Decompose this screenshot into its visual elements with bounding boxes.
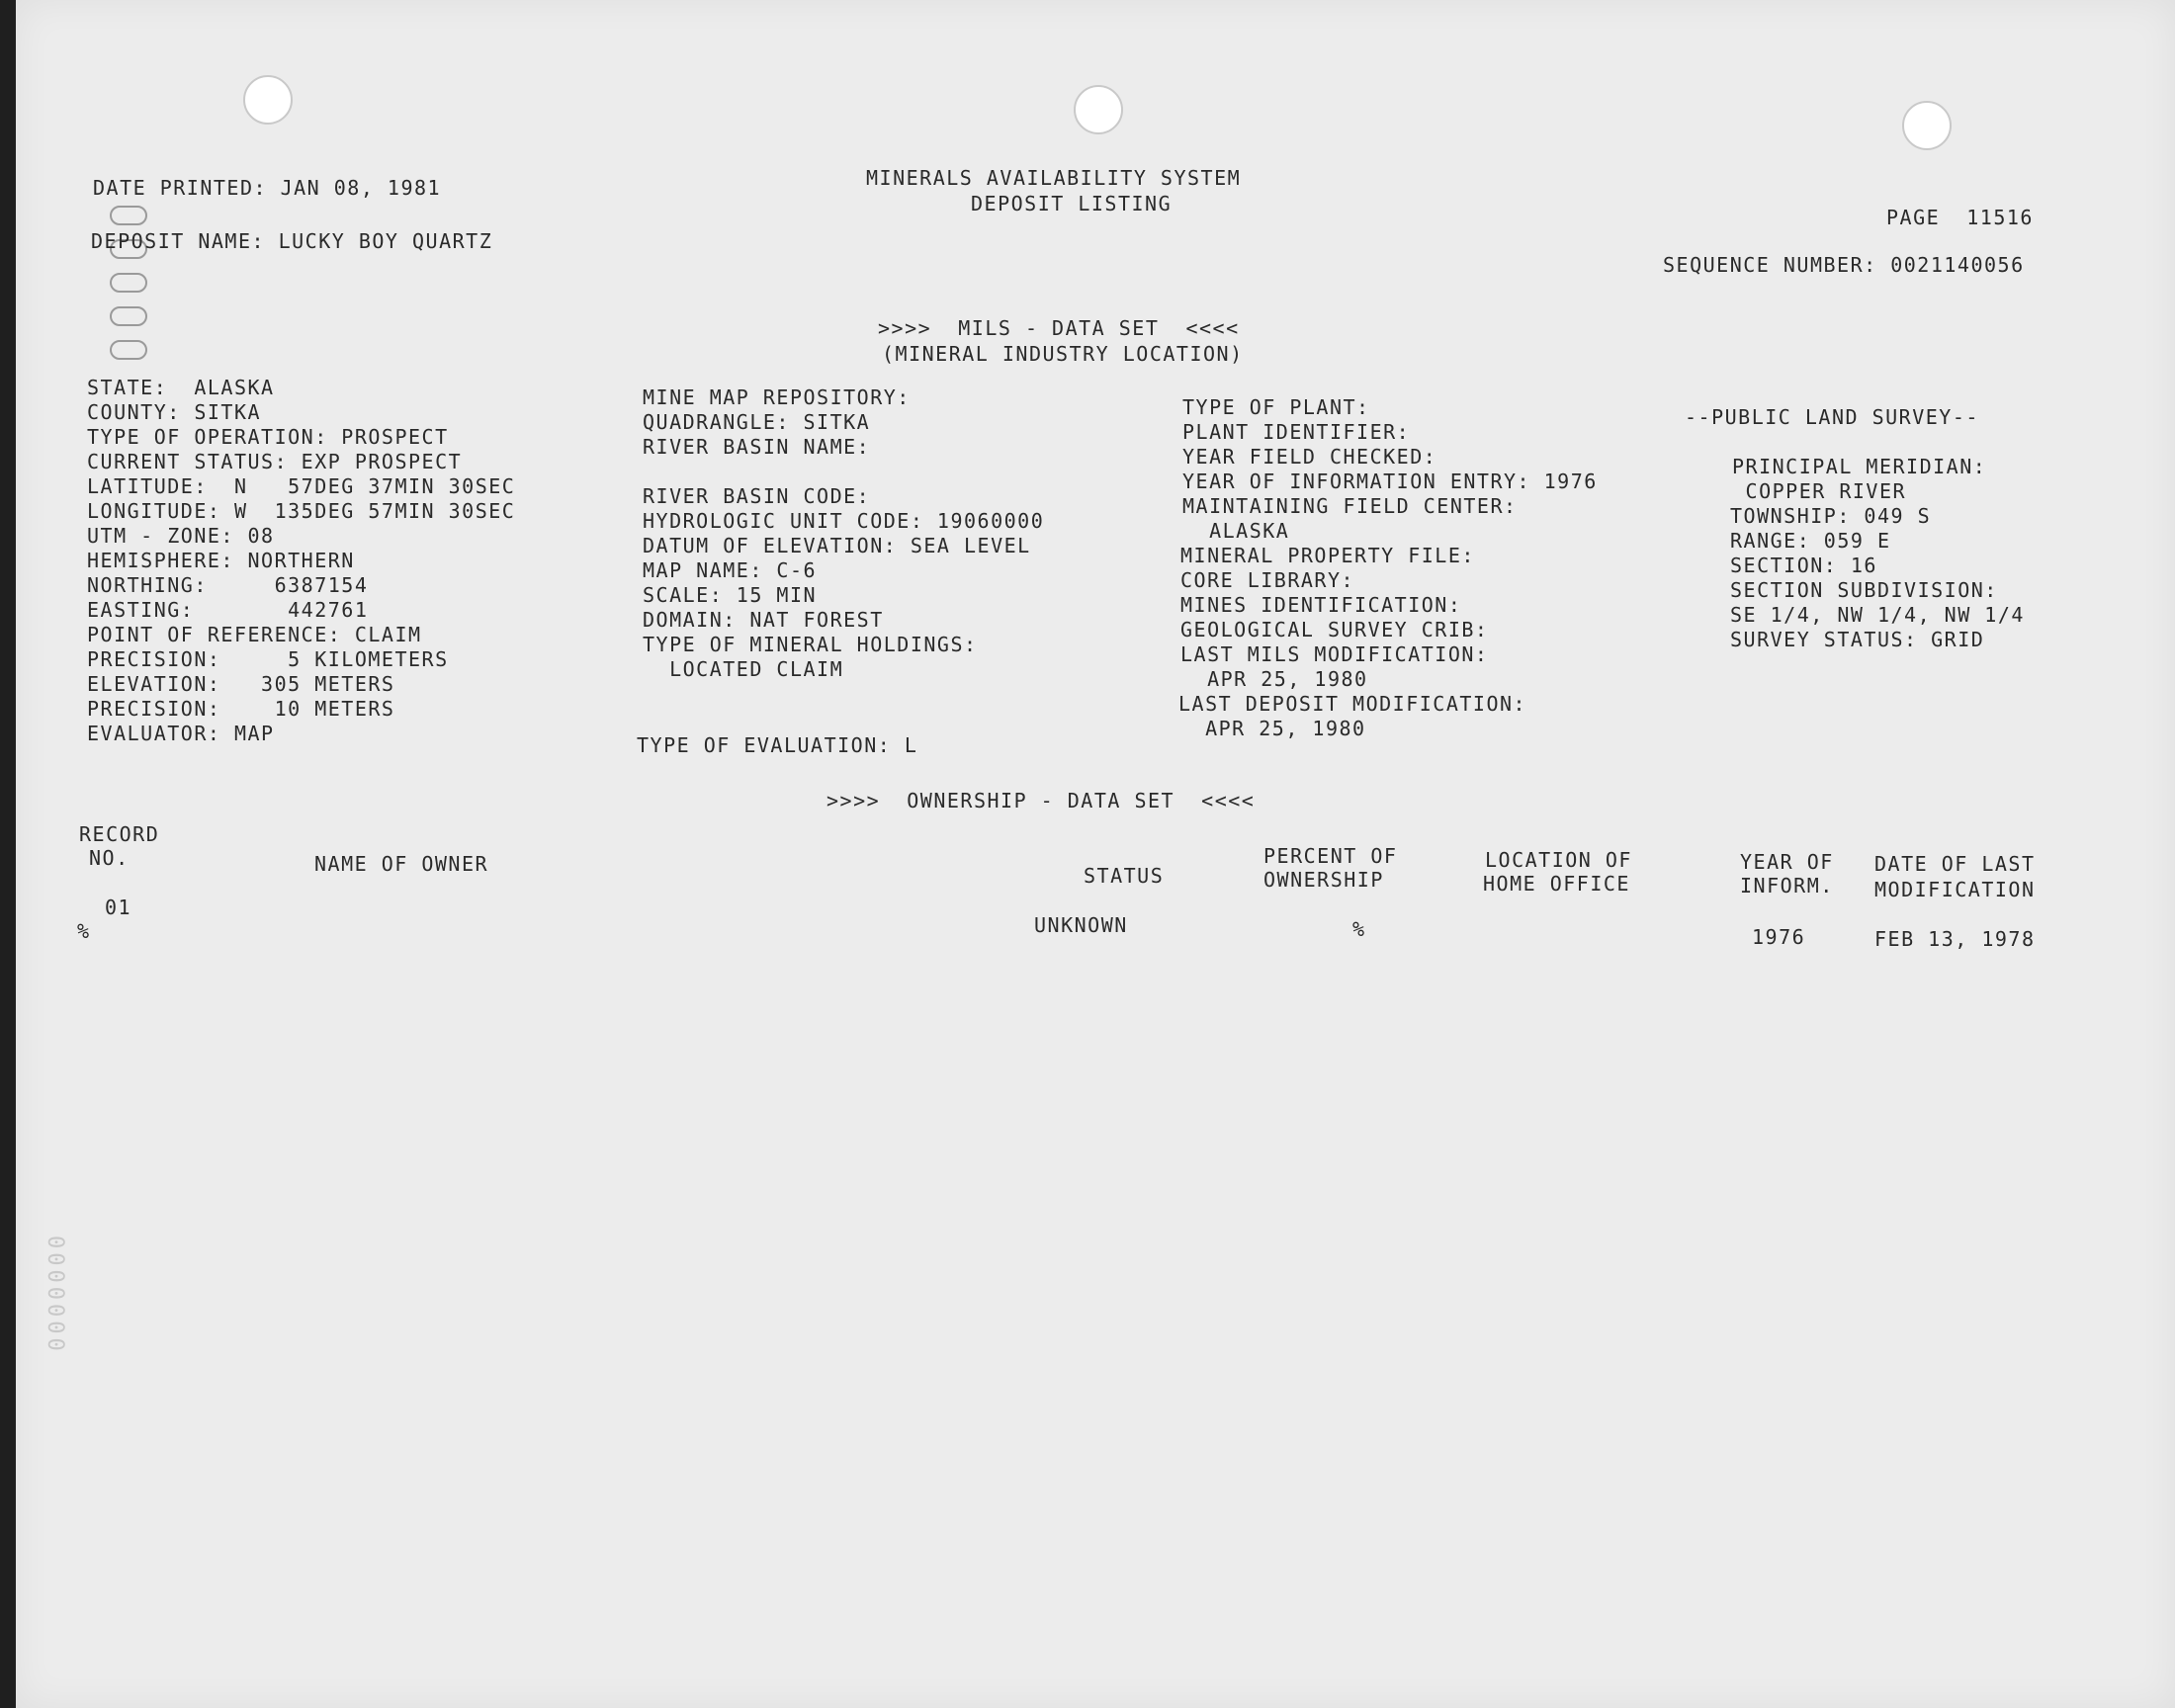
location-header: HOME OFFICE xyxy=(1483,872,1630,896)
location-header: LOCATION OF xyxy=(1485,848,1632,872)
ownership-percent: % xyxy=(1352,917,1366,941)
year-of-information: 1976 xyxy=(1752,925,1806,949)
date-header: MODIFICATION xyxy=(1874,878,2036,901)
county-field: COUNTY: SITKA xyxy=(87,400,262,424)
point-of-reference-field: POINT OF REFERENCE: CLAIM xyxy=(87,623,422,646)
mineral-property-file-field: MINERAL PROPERTY FILE: xyxy=(1180,544,1475,567)
section-field: SECTION: 16 xyxy=(1730,554,1877,577)
river-basin-name-field: RIVER BASIN NAME: xyxy=(643,435,871,459)
document-page xyxy=(16,0,2175,1708)
ownership-section-title: >>>> OWNERSHIP - DATA SET <<<< xyxy=(826,789,1256,812)
record-header: RECORD xyxy=(79,822,160,846)
range-field: RANGE: 059 E xyxy=(1730,529,1891,553)
principal-meridian-value: COPPER RIVER xyxy=(1732,479,1907,503)
year-field-checked-field: YEAR FIELD CHECKED: xyxy=(1182,445,1437,469)
registration-mark xyxy=(110,206,147,225)
northing-field: NORTHING: 6387154 xyxy=(87,573,369,597)
listing-title: DEPOSIT LISTING xyxy=(971,192,1173,215)
mils-section-subtitle: (MINERAL INDUSTRY LOCATION) xyxy=(882,342,1244,366)
registration-mark xyxy=(110,340,147,360)
section-subdivision-field: SECTION SUBDIVISION: xyxy=(1730,578,1998,602)
map-name-field: MAP NAME: C-6 xyxy=(643,558,818,582)
registration-mark xyxy=(110,306,147,326)
mils-section-title: >>>> MILS - DATA SET <<<< xyxy=(878,316,1240,340)
mineral-holdings-field: TYPE OF MINERAL HOLDINGS: xyxy=(643,633,978,656)
deposit-name: DEPOSIT NAME: LUCKY BOY QUARTZ xyxy=(91,229,493,253)
geological-survey-crib-field: GEOLOGICAL SURVEY CRIB: xyxy=(1180,618,1489,641)
last-modification-date: FEB 13, 1978 xyxy=(1874,927,2036,951)
page-number: PAGE 11516 xyxy=(1886,206,2034,229)
public-land-survey-heading: --PUBLIC LAND SURVEY-- xyxy=(1685,405,1979,429)
datum-of-elevation-field: DATUM OF ELEVATION: SEA LEVEL xyxy=(643,534,1031,557)
latitude-field: LATITUDE: N 57DEG 37MIN 30SEC xyxy=(87,474,516,498)
faint-margin-marks: 0000000 xyxy=(43,1236,67,1355)
record-header: NO. xyxy=(89,846,130,870)
quadrangle-field: QUADRANGLE: SITKA xyxy=(643,410,871,434)
owner-name: % xyxy=(77,919,91,943)
core-library-field: CORE LIBRARY: xyxy=(1180,568,1355,592)
section-subdivision-value: SE 1/4, NW 1/4, NW 1/4 xyxy=(1730,603,2025,627)
elevation-precision-field: PRECISION: 10 METERS xyxy=(87,697,395,721)
date-printed: DATE PRINTED: JAN 08, 1981 xyxy=(93,176,442,200)
type-of-plant-field: TYPE OF PLANT: xyxy=(1182,395,1370,419)
type-of-evaluation-field: TYPE OF EVALUATION: L xyxy=(637,733,918,757)
state-field: STATE: ALASKA xyxy=(87,376,275,399)
last-deposit-modification-date: APR 25, 1980 xyxy=(1178,717,1366,740)
river-basin-code-field: RIVER BASIN CODE: xyxy=(643,484,871,508)
longitude-field: LONGITUDE: W 135DEG 57MIN 30SEC xyxy=(87,499,516,523)
easting-field: EASTING: 442761 xyxy=(87,598,369,622)
domain-field: DOMAIN: NAT FOREST xyxy=(643,608,884,632)
hydrologic-unit-code-field: HYDROLOGIC UNIT CODE: 19060000 xyxy=(643,509,1045,533)
maintaining-field-center-field: MAINTAINING FIELD CENTER: xyxy=(1182,494,1518,518)
evaluator-field: EVALUATOR: MAP xyxy=(87,722,275,745)
year-header: INFORM. xyxy=(1740,874,1834,897)
year-of-information-entry-field: YEAR OF INFORMATION ENTRY: 1976 xyxy=(1182,470,1598,493)
owner-name-header: NAME OF OWNER xyxy=(314,852,489,876)
punch-hole-center xyxy=(1074,85,1123,134)
last-mils-modification-date: APR 25, 1980 xyxy=(1180,667,1368,691)
percent-header: PERCENT OF xyxy=(1263,844,1398,868)
sequence-number: SEQUENCE NUMBER: 0021140056 xyxy=(1663,253,2025,277)
record-number: 01 xyxy=(105,896,132,919)
percent-header: OWNERSHIP xyxy=(1263,868,1384,892)
last-mils-modification-field: LAST MILS MODIFICATION: xyxy=(1180,642,1489,666)
status-header: STATUS xyxy=(1084,864,1165,888)
mineral-holdings-value: LOCATED CLAIM xyxy=(643,657,844,681)
date-header: DATE OF LAST xyxy=(1874,852,2036,876)
last-deposit-modification-field: LAST DEPOSIT MODIFICATION: xyxy=(1178,692,1527,716)
system-title: MINERALS AVAILABILITY SYSTEM xyxy=(866,166,1242,190)
registration-mark xyxy=(110,273,147,293)
operation-type-field: TYPE OF OPERATION: PROSPECT xyxy=(87,425,449,449)
year-header: YEAR OF xyxy=(1740,850,1834,874)
precision-field: PRECISION: 5 KILOMETERS xyxy=(87,647,449,671)
elevation-field: ELEVATION: 305 METERS xyxy=(87,672,395,696)
owner-status: UNKNOWN xyxy=(1034,913,1128,937)
scale-field: SCALE: 15 MIN xyxy=(643,583,818,607)
current-status-field: CURRENT STATUS: EXP PROSPECT xyxy=(87,450,463,473)
principal-meridian-field: PRINCIPAL MERIDIAN: xyxy=(1732,455,1987,478)
mine-map-repository-field: MINE MAP REPOSITORY: xyxy=(643,385,911,409)
mines-identification-field: MINES IDENTIFICATION: xyxy=(1180,593,1462,617)
punch-hole-left xyxy=(243,75,293,125)
survey-status-field: SURVEY STATUS: GRID xyxy=(1730,628,1985,651)
utm-zone-field: UTM - ZONE: 08 xyxy=(87,524,275,548)
maintaining-field-center-value: ALASKA xyxy=(1182,519,1290,543)
punch-hole-right xyxy=(1902,101,1952,150)
plant-identifier-field: PLANT IDENTIFIER: xyxy=(1182,420,1411,444)
hemisphere-field: HEMISPHERE: NORTHERN xyxy=(87,549,355,572)
township-field: TOWNSHIP: 049 S xyxy=(1730,504,1932,528)
